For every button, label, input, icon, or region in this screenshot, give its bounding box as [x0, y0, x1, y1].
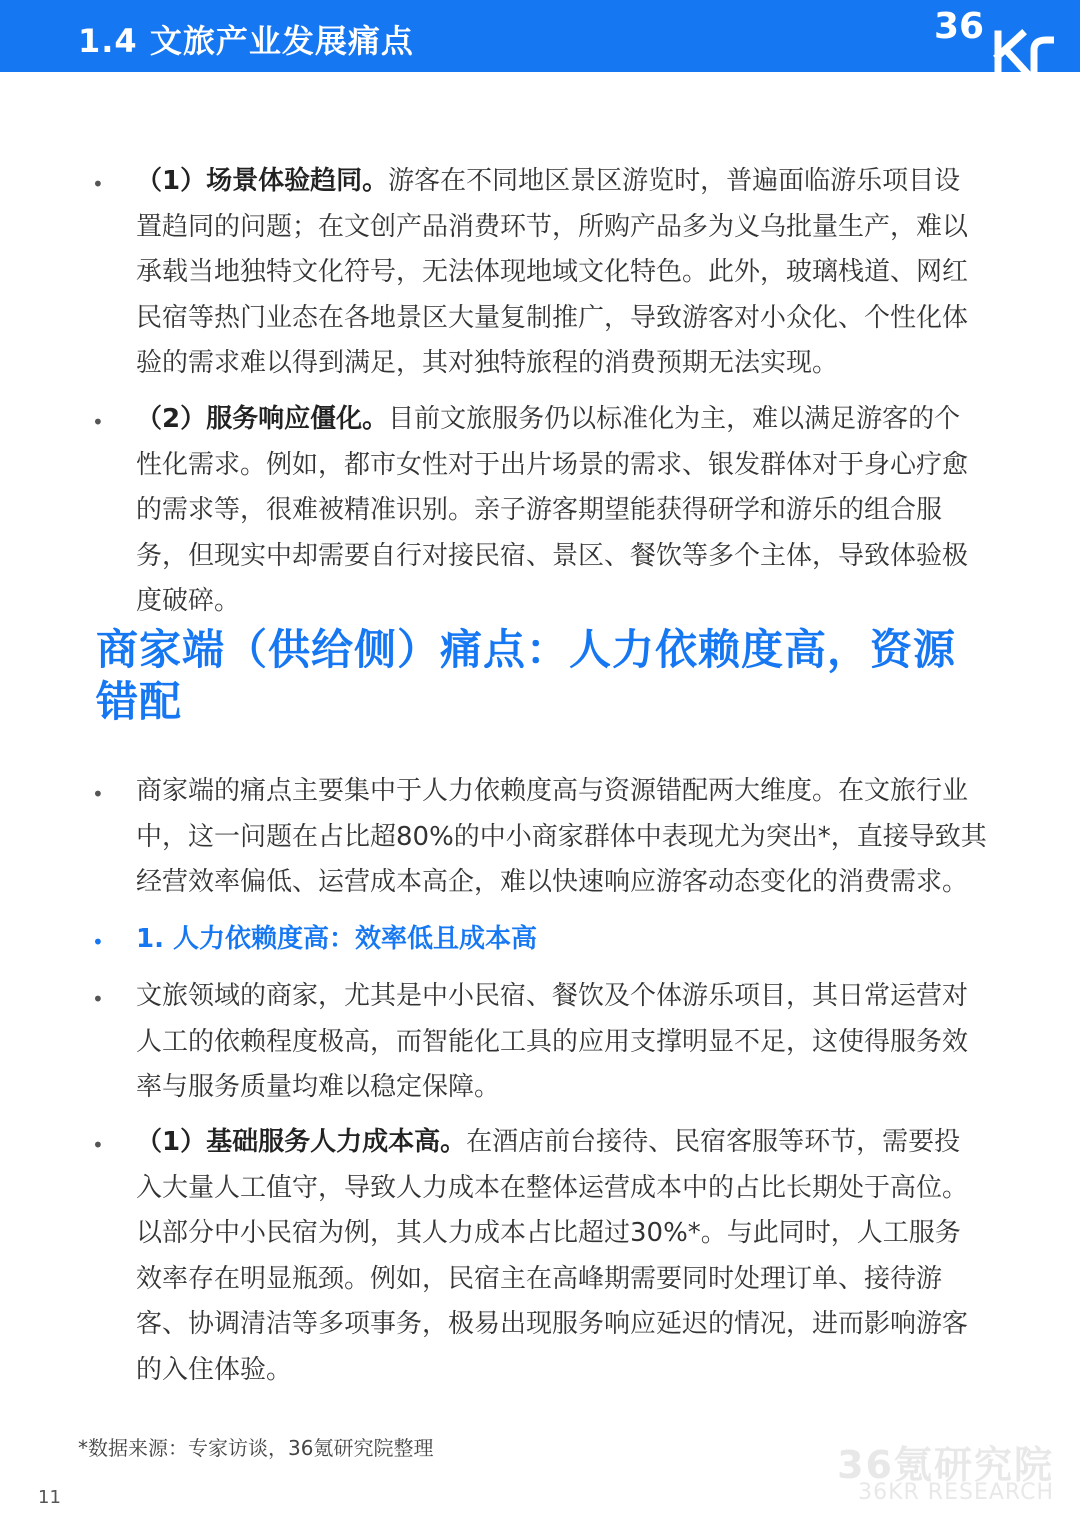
- paragraph-labor-dependence: 文旅领域的商家，尤其是中小民宿、餐饮及个体游乐项目，其日常运营对人工的依赖程度极高，而智能化工具的应用支撑明显不足，这使得服务效率与服务质量均难以稳定保障。: [136, 981, 969, 1102]
- paragraph-body: 目前文旅服务仍以标准化为主，难以满足游客的个性化需求。例如，都市女性对于出片场景的需求、银发群体对于身心疗愈的需求等，很难被精准识别。亲子游客期望能获得研学和游乐的组合服务，但现实中却需要自行对接民宿、景区、餐饮等多个主体，导致体验极度破碎。: [136, 404, 969, 616]
- sub-heading: 1. 人力依赖度高：效率低且成本高: [136, 924, 538, 954]
- 36kr-logo: [930, 0, 1080, 72]
- section-heading: 商家端（供给侧）痛点：人力依赖度高，资源错配: [96, 625, 957, 726]
- bullet-marker: •: [92, 1133, 104, 1157]
- watermark-en: 36KR RESEARCH: [858, 1480, 1054, 1505]
- header-bar: [0, 0, 1080, 72]
- paragraph-lead: （1）基础服务人力成本高。: [136, 1127, 467, 1157]
- paragraph-body: 游客在不同地区景区游览时，普遍面临游乐项目设置趋同的问题；在文创产品消费环节，所购产品多为义乌批量生产，难以承载当地独特文化符号，无法体现地域文化特色。此外，玻璃栈道、网红民宿等热门业态在各地景区大量复制推广，导致游客对小众化、个性化体验的需求难以得到满足，其对独特旅程的消费预期无法实现。: [136, 166, 969, 378]
- paragraph-labor-cost: [136, 1120, 986, 1393]
- watermark-cn: 36氪研究院: [837, 1443, 1054, 1487]
- svg-text:36: 36: [934, 6, 985, 47]
- paragraph-service-response: [136, 397, 986, 625]
- bullet-marker: •: [92, 410, 104, 434]
- bullet-marker: •: [92, 987, 104, 1011]
- bullet-marker: •: [92, 930, 104, 954]
- paragraph-scene-experience: [136, 159, 986, 387]
- bullet-marker: •: [92, 782, 104, 806]
- paragraph-merchant-intro: 商家端的痛点主要集中于人力依赖度高与资源错配两大维度。在文旅行业中，这一问题在占比超80%的中小商家群体中表现尤为突出*，直接导致其经营效率偏低、运营成本高企，难以快速响应游客动态变化的消费需求。: [136, 776, 987, 897]
- footnote-source: *数据来源：专家访谈，36氪研究院整理: [78, 1436, 434, 1460]
- paragraph-lead: （2）服务响应僵化。: [136, 404, 389, 434]
- section-title: 1.4 文旅产业发展痛点: [78, 22, 414, 60]
- paragraph-lead: （1）场景体验趋同。: [136, 166, 389, 196]
- bullet-marker: •: [92, 172, 104, 196]
- paragraph-body: 在酒店前台接待、民宿客服等环节，需要投入大量人工值守，导致人力成本在整体运营成本中的占比长期处于高位。以部分中小民宿为例，其人力成本占比超过30%*。与此同时，人工服务效率存在明显瓶颈。例如，民宿主在高峰期需要同时处理订单、接待游客、协调清洁等多项事务，极易出现服务响应延迟的情况，进而影响游客的入住体验。: [136, 1127, 969, 1385]
- page-number: 11: [38, 1487, 61, 1508]
